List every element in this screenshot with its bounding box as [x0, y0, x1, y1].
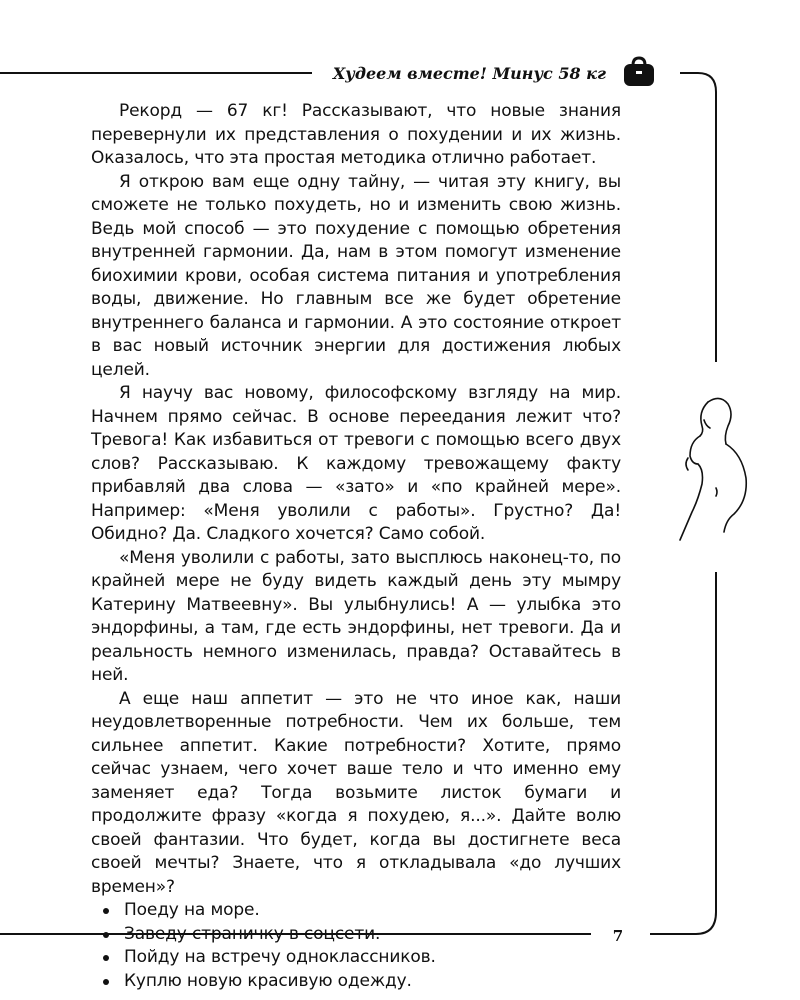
- list-item: Заведу страничку в соцсети.: [91, 923, 621, 947]
- page-number: 7: [612, 927, 624, 945]
- running-title: Худеем вместе! Минус 58 кг: [332, 64, 606, 83]
- list-item: Куплю новую красивую одежду.: [91, 970, 621, 994]
- paragraph: «Меня уволили с работы, зато высплюсь наконец-то, по крайней мере не буду видеть каждый день эту мымру Катерину Матвеевну». Вы улыбнулись! А — улыбка это эндорфины, а там, где есть эндорфины, нет тревоги. Да и реальность немного изменилась, правда? Оставайтесь в ней.: [91, 547, 621, 685]
- list-item: Пойду на встречу одноклассников.: [91, 946, 621, 970]
- footer-rule-right-bracket: [650, 572, 716, 934]
- paragraph: А еще наш аппетит — это не что иное как, наши неудовлетворенные потребности. Чем их больше, тем сильнее аппетит. Какие потребности? Хотите, прямо сейчас узнаем, чего хочет ваше тело и что именно ему заменяет еда? Тогда возьмите листок бумаги и продолжите фразу «когда я похудею, я...». Дайте волю своей фантазии. Что будет, когда вы достигнете веса своей мечты? Знаете, что я откладывала «до лучших времен»?: [91, 688, 621, 897]
- bullet-list: [91, 899, 621, 993]
- bag-icon: [622, 56, 656, 88]
- body-text: [91, 100, 621, 993]
- list-item: Поеду на море.: [91, 899, 621, 923]
- paragraph: Я научу вас новому, философскому взгляду на мир. Начнем прямо сейчас. В основе переедания лежит что? Тревога! Как избавиться от тревоги с помощью всего двух слов? Рассказываю. К каждому тревожащему факту прибавляй два слова — «зато» и «по крайней мере». Например: «Меня уволили с работы». Грустно? Да! Обидно? Да. Сладкого хочется? Само собой.: [91, 383, 621, 544]
- paragraph: Рекорд — 67 кг! Рассказывают, что новые знания перевернули их представления о похудении и их жизнь. Оказалось, что эта простая методика отлично работает.: [91, 101, 621, 168]
- paragraph: Я открою вам еще одну тайну, — читая эту книгу, вы сможете не только похудеть, но и изменить свою жизнь. Ведь мой способ — это похудение с помощью обретения внутренней гармонии. Да, нам в этом помогут изменение биохимии крови, особая система питания и употребления воды, движение. Но главным все же будет обретение внутреннего баланса и гармонии. А это состояние откроет в вас новый источник энергии для достижения любых целей.: [91, 171, 621, 380]
- female-silhouette-icon: [668, 392, 750, 552]
- header-rule-right-bracket: [680, 73, 716, 362]
